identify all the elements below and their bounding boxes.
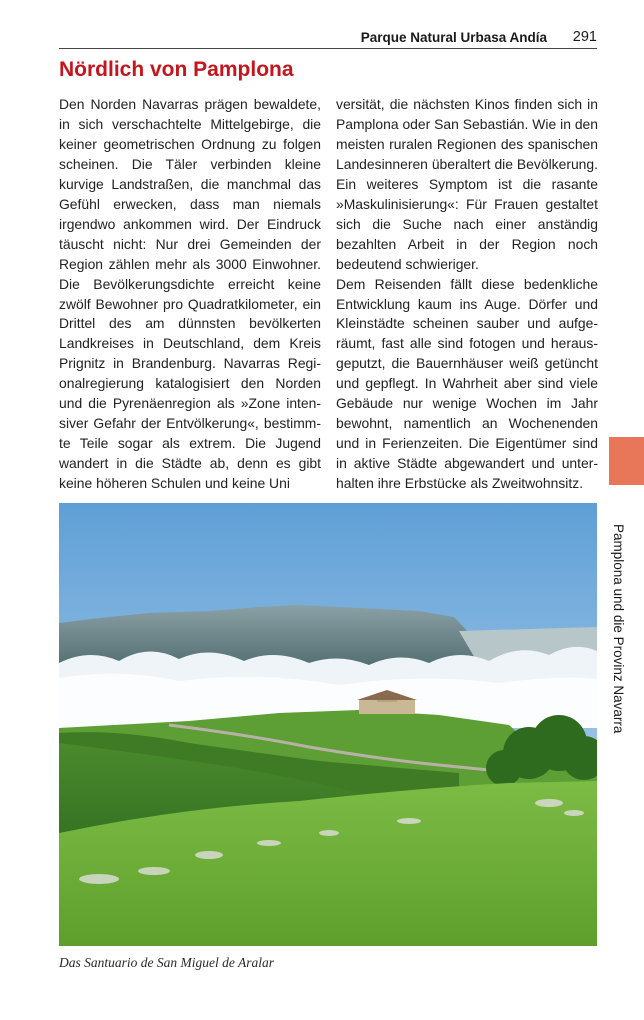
chapter-tab-marker — [609, 437, 644, 485]
page-title: Nördlich von Pamplona — [59, 58, 294, 81]
page-number: 291 — [572, 29, 597, 45]
text-column-left — [59, 95, 321, 498]
running-header-section-title: Parque Natural Urbasa Andía — [360, 30, 547, 45]
text-column-right — [336, 95, 598, 498]
chapter-side-label: Pamplona und die Provinz Navarra — [611, 524, 626, 734]
body-paragraph: Den Norden Navarras prägen bewaldete, in sich verschachtelte Mittelgebirge, die keiner geometrischen Ordnung zu folgen scheinen. Die Täler verbinden kleine kurvige Landstraßen, die manchmal das Gefühl erwecken, dass man niemals irgendwo ankommen wird. Der Eindruck täuscht nicht: Nur drei Gemeinden der Region zählen mehr als 3000 Einwohner. Die Bevölkerungsdichte erreicht keine zwölf Bewohner pro Quadratkilometer, ein Drittel des am dünnsten bevölkerten Landkreises in Deutschland, dem Kreis Prignitz in Brandenburg. Navarras Regionalregierung katalogisiert den Norden und die Pyrenäenregion als »Zone intensiver Gefahr der Entvölkerung«, bestimmte Teile sogar als extrem. Die Jugend wandert in die Städte ab, denn es gibt keine höheren Schulen und keine Uni — [59, 96, 321, 492]
running-header — [59, 26, 597, 49]
body-paragraph: versität, die nächsten Kinos finden sich in Pamplona oder San Sebastián. Wie in den meisten ruralen Regionen des spanischen Landesinneren überaltert die Bevölkerung. Ein weiteres Symptom ist die rasante »Maskulinisierung«: Für Frauen gestaltet sich die Suche nach einer anständig bezahlten Arbeit in der Region noch bedeutend schwieriger. — [336, 96, 598, 272]
landscape-photo — [59, 503, 597, 946]
body-paragraph: Dem Reisenden fällt diese bedenkliche Entwicklung kaum ins Auge. Dörfer und Kleinstädte scheinen sauber und aufgeräumt, fast alle sind fotogen und herausgeputzt, die Bauernhäuser weiß getüncht und gepflegt. In Wahrheit aber sind viele Gebäude nur wenige Wochen im Jahr bewohnt, namentlich an Wochenenden und in Ferienzeiten. Die Eigentümer sind in aktive Städte abgewandert und unterhalten ihre Erbstücke als Zweitwohnsitz. — [336, 275, 598, 492]
photo-caption: Das Santuario de San Miguel de Aralar — [59, 955, 274, 970]
